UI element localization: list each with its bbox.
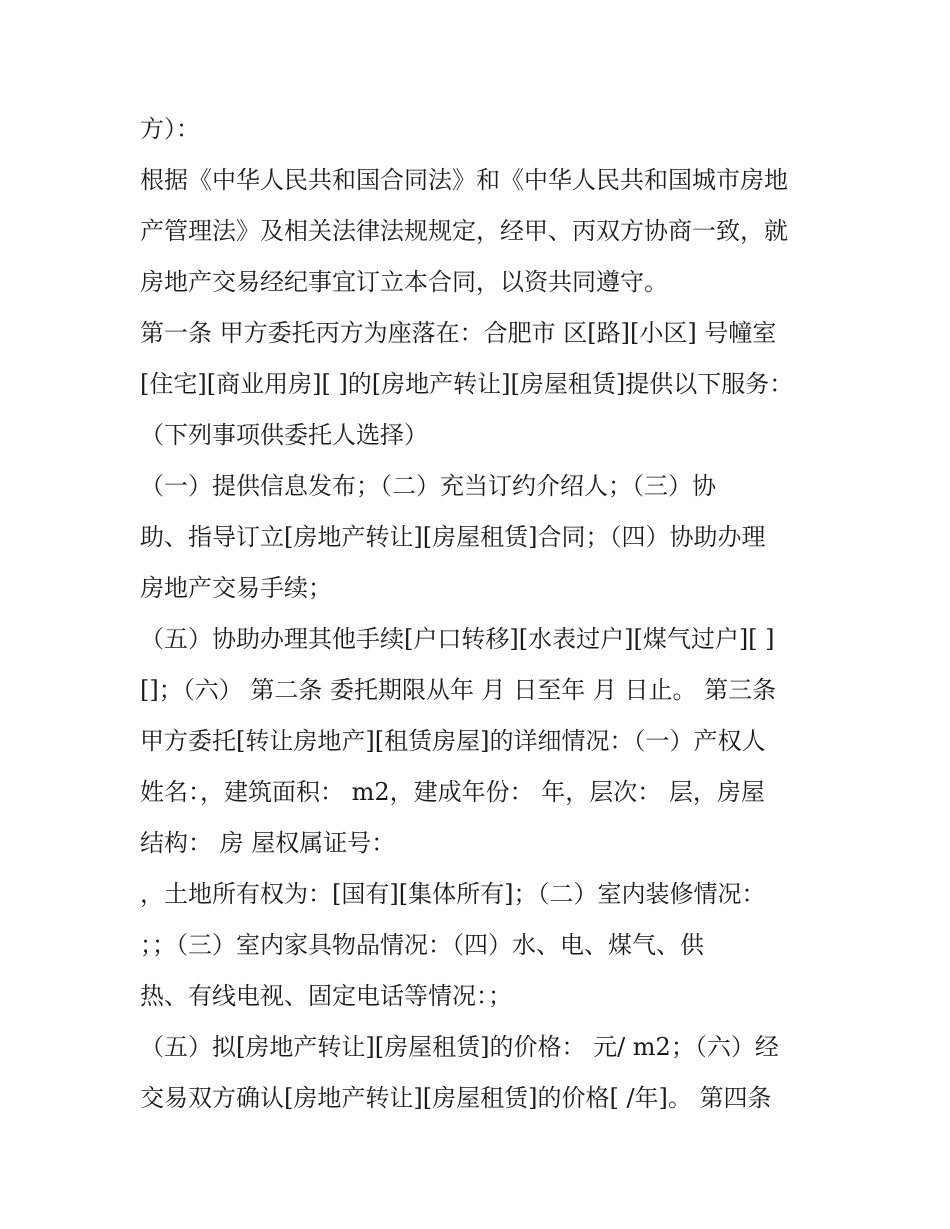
text-line: 房地产交易经纪事宜订立本合同，以资共同遵守。	[140, 268, 668, 296]
text-line: 第一条 甲方委托丙方为座落在：合肥市 区[路][小区] 号幢室	[140, 319, 777, 347]
text-line: [住宅][商业用房][ ]的[房地产转让][房屋租赁]提供以下服务：	[140, 370, 794, 398]
document-body	[140, 104, 830, 1124]
text-line: （一）提供信息发布；（二）充当订约介绍人；（三）协	[140, 472, 716, 500]
text-line: （五）拟[房地产转让][房屋租赁]的价格： 元/ m2；（六）经	[140, 1033, 779, 1061]
text-line: 助、指导订立[房地产转让][房屋租赁]合同；（四）协助办理	[140, 523, 766, 551]
text-line: 结构： 房 屋权属证号：	[140, 829, 396, 857]
text-line: 热、有线电视、固定电话等情况：；	[140, 982, 512, 1010]
text-line: 根据《中华人民共和国合同法》和《中华人民共和国城市房地	[140, 166, 788, 194]
text-line: （五）协助办理其他手续[户口转移][水表过户][煤气过户][ ]	[140, 625, 775, 653]
text-line: ，土地所有权为：[国有][集体所有]；（二）室内装修情况：	[140, 880, 766, 908]
text-line: 产管理法》及相关法律法规规定，经甲、丙双方协商一致，就	[140, 217, 788, 245]
text-line: （下列事项供委托人选择）	[140, 421, 428, 449]
text-line: 交易双方确认[房地产转让][房屋租赁]的价格[ /年]。 第四条	[140, 1084, 772, 1112]
text-line: ；；（三）室内家具物品情况：（四）水、电、煤气、供	[140, 931, 704, 959]
text-line: []；（六） 第二条 委托期限从年 月 日至年 月 日止。 第三条	[140, 676, 777, 704]
text-line: 甲方委托[转让房地产][租赁房屋]的详细情况：（一）产权人	[140, 727, 766, 755]
text-line: 姓名：，建筑面积： m2，建成年份： 年，层次： 层，房屋	[140, 778, 765, 806]
text-line: 房地产交易手续；	[140, 574, 332, 602]
text-line: 方）：	[140, 115, 200, 143]
